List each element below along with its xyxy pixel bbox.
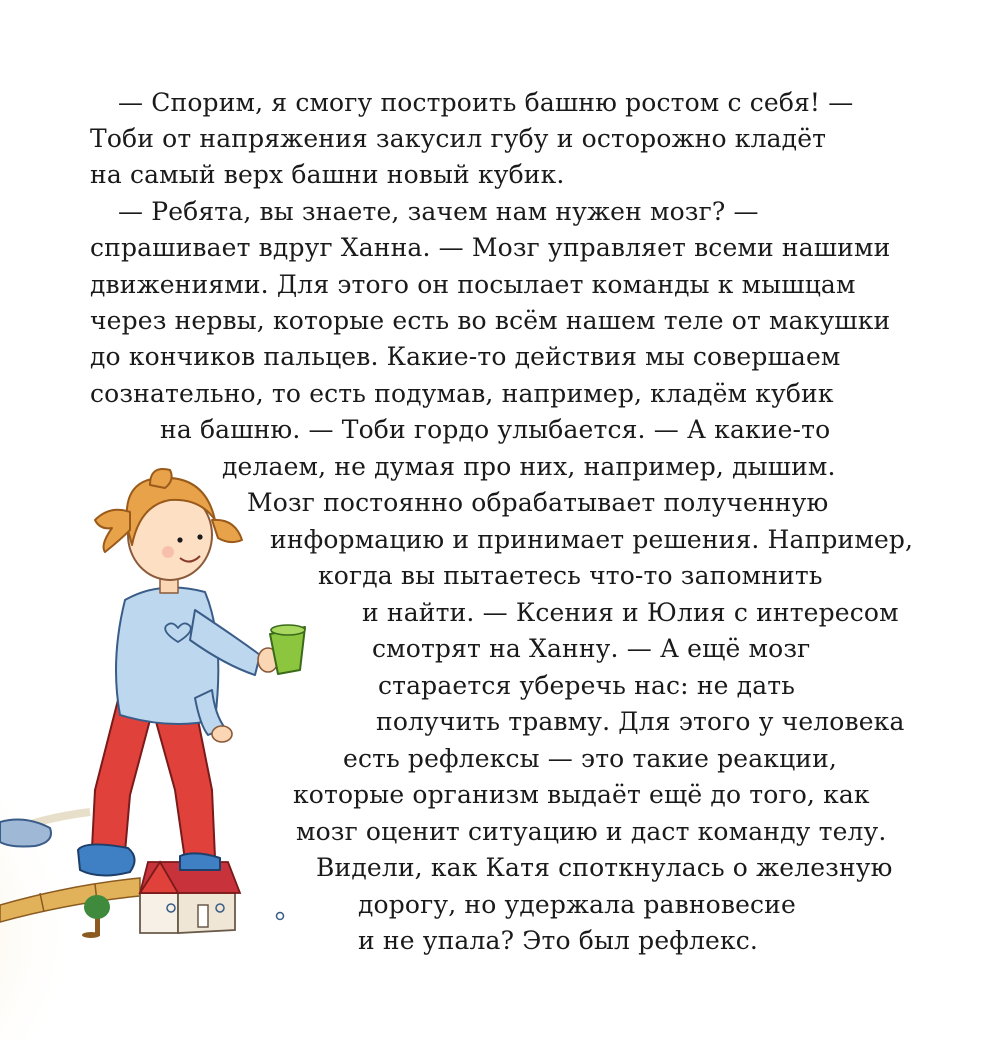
text-line: старается уберечь нас: не дать (378, 671, 796, 700)
text-line: получить травму. Для этого у человека (376, 707, 905, 736)
text-line: и не упала? Это был рефлекс. (358, 926, 758, 955)
text-line: смотрят на Ханну. — А ещё мозг (372, 634, 811, 663)
text-line: — Ребята, вы знаете, зачем нам нужен мозг? — (118, 197, 759, 226)
text-line: Тоби от напряжения закусил губу и осторожно кладёт (90, 124, 827, 153)
text-line: спрашивает вдруг Ханна. — Мозг управляет всеми нашими (90, 233, 891, 262)
toy-house (140, 862, 240, 933)
text-line: и найти. — Ксения и Юлия с интересом (362, 598, 899, 627)
text-line: дорогу, но удержала равновесие (358, 890, 796, 919)
text-line: движениями. Для этого он посылает команды к мышцам (90, 270, 856, 299)
text-line: которые организм выдаёт ещё до того, как (293, 780, 870, 809)
text-line: когда вы пытаетесь что-то запомнить (318, 561, 823, 590)
text-line: делаем, не думая про них, например, дышим. (222, 452, 836, 481)
text-line: на башню. — Тоби гордо улыбается. — А какие-то (160, 415, 831, 444)
text-line: на самый верх башни новый кубик. (90, 160, 565, 189)
text-line: мозг оценит ситуацию и даст команду телу. (296, 817, 887, 846)
text-line: сознательно, то есть подумав, например, кладём кубик (90, 379, 834, 408)
text-line: до кончиков пальцев. Какие-то действия мы совершаем (90, 342, 841, 371)
text-line: — Спорим, я смогу построить башню ростом с себя! — (118, 88, 854, 117)
text-line: через нервы, которые есть во всём нашем теле от макушки (90, 306, 891, 335)
text-line: информацию и принимает решения. Например, (270, 525, 914, 554)
text-line: Видели, как Катя споткнулась о железную (316, 853, 893, 882)
text-line: Мозг постоянно обрабатывает полученную (247, 488, 829, 517)
text-line: есть рефлексы — это такие реакции, (343, 744, 838, 773)
